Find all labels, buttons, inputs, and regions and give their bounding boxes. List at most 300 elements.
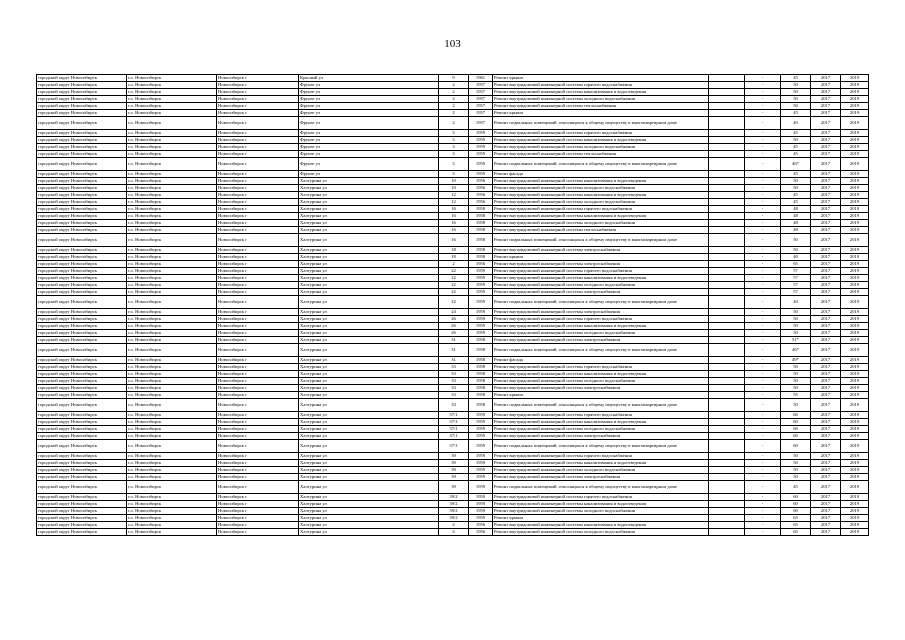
year-built-cell: 1959 bbox=[469, 508, 493, 515]
value-cell: 57 bbox=[781, 289, 811, 296]
street-cell: Халтурина ул bbox=[299, 330, 439, 337]
year-built-cell: 1958 bbox=[469, 247, 493, 254]
work-type-cell: Ремонт внутридомовой инженерной системы холодного водоснабжения bbox=[493, 199, 709, 206]
table-row bbox=[37, 378, 869, 385]
start-year-cell: 2017 bbox=[811, 529, 841, 536]
empty-cell bbox=[709, 158, 745, 171]
year-built-cell: 1959 bbox=[469, 460, 493, 467]
end-year-cell: 2019 bbox=[841, 522, 869, 529]
empty-cell bbox=[709, 323, 745, 330]
house-cell: 2 bbox=[439, 89, 469, 96]
go-cell: г.о. Новосибирск bbox=[127, 254, 217, 261]
city-cell: Новосибирск г bbox=[217, 89, 299, 96]
okrug-cell: городской округ Новосибирск bbox=[37, 75, 127, 82]
value-cell: 50 bbox=[781, 378, 811, 385]
dash-cell: - bbox=[745, 337, 781, 344]
work-type-cell: Ремонт внутридомовой инженерной системы электроснабжения bbox=[493, 474, 709, 481]
dash-cell: - bbox=[745, 316, 781, 323]
year-built-cell: 1959 bbox=[469, 330, 493, 337]
end-year-cell: 2019 bbox=[841, 103, 869, 110]
value-cell: 45 bbox=[781, 110, 811, 117]
table-row bbox=[37, 185, 869, 192]
street-cell: Фрунзе ул bbox=[299, 158, 439, 171]
street-cell: Халтурина ул bbox=[299, 385, 439, 392]
work-type-cell: Ремонт внутридомовой инженерной системы горячего водоснабжения bbox=[493, 364, 709, 371]
value-cell: 46* bbox=[781, 344, 811, 357]
city-cell: Новосибирск г bbox=[217, 110, 299, 117]
start-year-cell: 2017 bbox=[811, 75, 841, 82]
okrug-cell: городской округ Новосибирск bbox=[37, 385, 127, 392]
dash-cell: - bbox=[745, 192, 781, 199]
work-type-cell: Ремонт подвальных помещений, относящихся к общему имуществу в многоквартирном доме bbox=[493, 440, 709, 453]
empty-cell bbox=[709, 501, 745, 508]
value-cell: 50 bbox=[781, 178, 811, 185]
value-cell: 65 bbox=[781, 515, 811, 522]
street-cell: Фрунзе ул bbox=[299, 82, 439, 89]
okrug-cell: городской округ Новосибирск bbox=[37, 199, 127, 206]
start-year-cell: 2017 bbox=[811, 371, 841, 378]
value-cell: 50 bbox=[781, 234, 811, 247]
empty-cell bbox=[709, 151, 745, 158]
empty-cell bbox=[709, 227, 745, 234]
okrug-cell: городской округ Новосибирск bbox=[37, 357, 127, 364]
end-year-cell: 2019 bbox=[841, 357, 869, 364]
dash-cell: - bbox=[745, 137, 781, 144]
table-row bbox=[37, 474, 869, 481]
value-cell: 60 bbox=[781, 508, 811, 515]
city-cell: Новосибирск г bbox=[217, 213, 299, 220]
street-cell: Халтурина ул bbox=[299, 399, 439, 412]
okrug-cell: городской округ Новосибирск bbox=[37, 474, 127, 481]
city-cell: Новосибирск г bbox=[217, 344, 299, 357]
dash-cell: - bbox=[745, 357, 781, 364]
year-built-cell: 1958 bbox=[469, 206, 493, 213]
start-year-cell: 2017 bbox=[811, 357, 841, 364]
city-cell: Новосибирск г bbox=[217, 357, 299, 364]
start-year-cell: 2017 bbox=[811, 426, 841, 433]
work-type-cell: Ремонт внутридомовой инженерной системы горячего водоснабжения bbox=[493, 412, 709, 419]
dash-cell: - bbox=[745, 364, 781, 371]
go-cell: г.о. Новосибирск bbox=[127, 474, 217, 481]
year-built-cell: 1959 bbox=[469, 171, 493, 178]
table-row bbox=[37, 316, 869, 323]
start-year-cell: 2017 bbox=[811, 199, 841, 206]
dash-cell: - bbox=[745, 426, 781, 433]
work-type-cell: Ремонт внутридомовой инженерной системы теплоснабжения bbox=[493, 151, 709, 158]
work-type-cell: Ремонт внутридомовой инженерной системы холодного водоснабжения bbox=[493, 220, 709, 227]
work-type-cell: Ремонт подвальных помещений, относящихся к общему имуществу в многоквартирном доме bbox=[493, 296, 709, 309]
go-cell: г.о. Новосибирск bbox=[127, 529, 217, 536]
start-year-cell: 2017 bbox=[811, 82, 841, 89]
dash-cell: - bbox=[745, 289, 781, 296]
street-cell: Халтурина ул bbox=[299, 234, 439, 247]
year-built-cell: 1959 bbox=[469, 501, 493, 508]
dash-cell: - bbox=[745, 199, 781, 206]
city-cell: Новосибирск г bbox=[217, 453, 299, 460]
end-year-cell: 2019 bbox=[841, 261, 869, 268]
street-cell: Халтурина ул bbox=[299, 529, 439, 536]
house-cell: 16 bbox=[439, 206, 469, 213]
work-type-cell: Ремонт внутридомовой инженерной системы электроснабжения bbox=[493, 261, 709, 268]
value-cell: 50 bbox=[781, 323, 811, 330]
year-built-cell: 1956 bbox=[469, 522, 493, 529]
value-cell: 50 bbox=[781, 453, 811, 460]
year-built-cell: 1957 bbox=[469, 96, 493, 103]
house-cell: 33 bbox=[439, 378, 469, 385]
house-cell: 3 bbox=[439, 171, 469, 178]
street-cell: Фрунзе ул bbox=[299, 151, 439, 158]
house-cell: 3 bbox=[439, 158, 469, 171]
table-row bbox=[37, 110, 869, 117]
empty-cell bbox=[709, 316, 745, 323]
street-cell: Халтурина ул bbox=[299, 460, 439, 467]
start-year-cell: 2017 bbox=[811, 474, 841, 481]
okrug-cell: городской округ Новосибирск bbox=[37, 144, 127, 151]
street-cell: Халтурина ул bbox=[299, 185, 439, 192]
value-cell: 60 bbox=[781, 412, 811, 419]
city-cell: Новосибирск г bbox=[217, 151, 299, 158]
dash-cell: - bbox=[745, 234, 781, 247]
start-year-cell: 2017 bbox=[811, 289, 841, 296]
street-cell: Халтурина ул bbox=[299, 206, 439, 213]
dash-cell: - bbox=[745, 227, 781, 234]
house-cell: 39/2 bbox=[439, 501, 469, 508]
city-cell: Новосибирск г bbox=[217, 289, 299, 296]
okrug-cell: городской округ Новосибирск bbox=[37, 130, 127, 137]
street-cell: Фрунзе ул bbox=[299, 171, 439, 178]
house-cell: 24 bbox=[439, 309, 469, 316]
end-year-cell: 2019 bbox=[841, 474, 869, 481]
end-year-cell: 2019 bbox=[841, 247, 869, 254]
street-cell: Халтурина ул bbox=[299, 199, 439, 206]
start-year-cell: 2017 bbox=[811, 385, 841, 392]
table-row bbox=[37, 371, 869, 378]
go-cell: г.о. Новосибирск bbox=[127, 261, 217, 268]
table-row bbox=[37, 515, 869, 522]
end-year-cell: 2019 bbox=[841, 137, 869, 144]
city-cell: Новосибирск г bbox=[217, 316, 299, 323]
end-year-cell: 2019 bbox=[841, 460, 869, 467]
value-cell: 57 bbox=[781, 268, 811, 275]
dash-cell: - bbox=[745, 419, 781, 426]
start-year-cell: 2017 bbox=[811, 254, 841, 261]
work-type-cell: Ремонт внутридомовой инженерной системы электроснабжения bbox=[493, 385, 709, 392]
house-cell: 18 bbox=[439, 247, 469, 254]
value-cell: 40 bbox=[781, 254, 811, 261]
value-cell: 60 bbox=[781, 494, 811, 501]
house-cell: 39/2 bbox=[439, 515, 469, 522]
value-cell: 48 bbox=[781, 213, 811, 220]
start-year-cell: 2017 bbox=[811, 419, 841, 426]
house-cell: 39 bbox=[439, 453, 469, 460]
okrug-cell: городской округ Новосибирск bbox=[37, 316, 127, 323]
start-year-cell: 2017 bbox=[811, 137, 841, 144]
table-row bbox=[37, 364, 869, 371]
value-cell: 48 bbox=[781, 206, 811, 213]
work-type-cell: Ремонт подвальных помещений, относящихся к общему имуществу в многоквартирном доме bbox=[493, 117, 709, 130]
okrug-cell: городской округ Новосибирск bbox=[37, 309, 127, 316]
work-type-cell: Ремонт подвальных помещений, относящихся к общему имуществу в многоквартирном доме bbox=[493, 344, 709, 357]
go-cell: г.о. Новосибирск bbox=[127, 220, 217, 227]
city-cell: Новосибирск г bbox=[217, 206, 299, 213]
work-type-cell: Ремонт внутридомовой инженерной системы горячего водоснабжения bbox=[493, 453, 709, 460]
okrug-cell: городской округ Новосибирск bbox=[37, 330, 127, 337]
work-type-cell: Ремонт внутридомовой инженерной системы канализования и водоотведения bbox=[493, 522, 709, 529]
dash-cell: - bbox=[745, 344, 781, 357]
table-row bbox=[37, 323, 869, 330]
start-year-cell: 2017 bbox=[811, 522, 841, 529]
house-cell: 2 bbox=[439, 96, 469, 103]
start-year-cell: 2017 bbox=[811, 130, 841, 137]
work-type-cell: Ремонт внутридомовой инженерной системы канализования и водоотведения bbox=[493, 501, 709, 508]
street-cell: Халтурина ул bbox=[299, 178, 439, 185]
okrug-cell: городской округ Новосибирск bbox=[37, 460, 127, 467]
table-row bbox=[37, 220, 869, 227]
go-cell: г.о. Новосибирск bbox=[127, 151, 217, 158]
year-built-cell: 1958 bbox=[469, 399, 493, 412]
dash-cell: - bbox=[745, 371, 781, 378]
work-type-cell: Ремонт внутридомовой инженерной системы электроснабжения bbox=[493, 289, 709, 296]
house-cell: 33 bbox=[439, 364, 469, 371]
value-cell: 40 bbox=[781, 296, 811, 309]
end-year-cell: 2019 bbox=[841, 130, 869, 137]
start-year-cell: 2017 bbox=[811, 399, 841, 412]
table-row bbox=[37, 227, 869, 234]
work-type-cell: Ремонт внутридомовой инженерной системы канализования и водоотведения bbox=[493, 419, 709, 426]
year-built-cell: 1958 bbox=[469, 234, 493, 247]
street-cell: Халтурина ул bbox=[299, 316, 439, 323]
empty-cell bbox=[709, 529, 745, 536]
go-cell: г.о. Новосибирск bbox=[127, 399, 217, 412]
table-row bbox=[37, 419, 869, 426]
value-cell: 50 bbox=[781, 82, 811, 89]
city-cell: Новосибирск г bbox=[217, 508, 299, 515]
okrug-cell: городской округ Новосибирск bbox=[37, 296, 127, 309]
year-built-cell: 1959 bbox=[469, 316, 493, 323]
year-built-cell: 1957 bbox=[469, 103, 493, 110]
value-cell: 45 bbox=[781, 171, 811, 178]
street-cell: Халтурина ул bbox=[299, 296, 439, 309]
start-year-cell: 2017 bbox=[811, 515, 841, 522]
street-cell: Халтурина ул bbox=[299, 213, 439, 220]
start-year-cell: 2017 bbox=[811, 330, 841, 337]
start-year-cell: 2017 bbox=[811, 378, 841, 385]
work-type-cell: Ремонт внутридомовой инженерной системы электроснабжения bbox=[493, 433, 709, 440]
city-cell: Новосибирск г bbox=[217, 282, 299, 289]
end-year-cell: 2019 bbox=[841, 330, 869, 337]
year-built-cell: 1959 bbox=[469, 289, 493, 296]
work-type-cell: Ремонт внутридомовой инженерной системы холодного водоснабжения bbox=[493, 96, 709, 103]
value-cell: 50 bbox=[781, 185, 811, 192]
empty-cell bbox=[709, 206, 745, 213]
start-year-cell: 2017 bbox=[811, 213, 841, 220]
table-row bbox=[37, 89, 869, 96]
street-cell: Халтурина ул bbox=[299, 247, 439, 254]
city-cell: Новосибирск г bbox=[217, 178, 299, 185]
street-cell: Фрунзе ул bbox=[299, 130, 439, 137]
house-cell: 39 bbox=[439, 481, 469, 494]
year-built-cell: 1957 bbox=[469, 110, 493, 117]
year-built-cell: 1956 bbox=[469, 178, 493, 185]
go-cell: г.о. Новосибирск bbox=[127, 323, 217, 330]
start-year-cell: 2017 bbox=[811, 337, 841, 344]
go-cell: г.о. Новосибирск bbox=[127, 522, 217, 529]
value-cell: 50 bbox=[781, 399, 811, 412]
table-row bbox=[37, 158, 869, 171]
house-cell: 22 bbox=[439, 275, 469, 282]
city-cell: Новосибирск г bbox=[217, 467, 299, 474]
okrug-cell: городской округ Новосибирск bbox=[37, 440, 127, 453]
work-type-cell: Ремонт подвальных помещений, относящихся к общему имуществу в многоквартирном доме bbox=[493, 158, 709, 171]
end-year-cell: 2019 bbox=[841, 296, 869, 309]
value-cell: 50 bbox=[781, 247, 811, 254]
empty-cell bbox=[709, 494, 745, 501]
street-cell: Фрунзе ул bbox=[299, 117, 439, 130]
table-row bbox=[37, 234, 869, 247]
street-cell: Халтурина ул bbox=[299, 309, 439, 316]
end-year-cell: 2019 bbox=[841, 199, 869, 206]
table-row bbox=[37, 344, 869, 357]
street-cell: Халтурина ул bbox=[299, 474, 439, 481]
house-cell: 22 bbox=[439, 268, 469, 275]
year-built-cell: 1959 bbox=[469, 474, 493, 481]
city-cell: Новосибирск г bbox=[217, 460, 299, 467]
table-row bbox=[37, 481, 869, 494]
end-year-cell: 2019 bbox=[841, 171, 869, 178]
dash-cell: - bbox=[745, 474, 781, 481]
okrug-cell: городской округ Новосибирск bbox=[37, 529, 127, 536]
work-type-cell: Ремонт внутридомовой инженерной системы канализования и водоотведения bbox=[493, 460, 709, 467]
street-cell: Халтурина ул bbox=[299, 337, 439, 344]
city-cell: Новосибирск г bbox=[217, 337, 299, 344]
start-year-cell: 2017 bbox=[811, 96, 841, 103]
value-cell: 50 bbox=[781, 460, 811, 467]
year-built-cell: 1959 bbox=[469, 151, 493, 158]
value-cell: 48 bbox=[781, 220, 811, 227]
go-cell: г.о. Новосибирск bbox=[127, 199, 217, 206]
empty-cell bbox=[709, 75, 745, 82]
value-cell: 45 bbox=[781, 144, 811, 151]
city-cell: Новосибирск г bbox=[217, 227, 299, 234]
okrug-cell: городской округ Новосибирск bbox=[37, 522, 127, 529]
empty-cell bbox=[709, 137, 745, 144]
city-cell: Новосибирск г bbox=[217, 75, 299, 82]
end-year-cell: 2019 bbox=[841, 494, 869, 501]
start-year-cell: 2017 bbox=[811, 481, 841, 494]
table-row bbox=[37, 309, 869, 316]
end-year-cell: 2019 bbox=[841, 364, 869, 371]
street-cell: Халтурина ул bbox=[299, 412, 439, 419]
house-cell: 12 bbox=[439, 192, 469, 199]
house-cell: 4 bbox=[439, 522, 469, 529]
empty-cell bbox=[709, 275, 745, 282]
house-cell: 4 bbox=[439, 529, 469, 536]
year-built-cell: 1958 bbox=[469, 227, 493, 234]
go-cell: г.о. Новосибирск bbox=[127, 412, 217, 419]
end-year-cell: 2019 bbox=[841, 110, 869, 117]
work-type-cell: Ремонт внутридомовой инженерной системы холодного водоснабжения bbox=[493, 282, 709, 289]
empty-cell bbox=[709, 330, 745, 337]
year-built-cell: 1958 bbox=[469, 254, 493, 261]
year-built-cell: 1956 bbox=[469, 192, 493, 199]
dash-cell: - bbox=[745, 508, 781, 515]
street-cell: Фрунзе ул bbox=[299, 144, 439, 151]
value-cell: 40 bbox=[781, 117, 811, 130]
city-cell: Новосибирск г bbox=[217, 117, 299, 130]
year-built-cell: 1958 bbox=[469, 392, 493, 399]
city-cell: Новосибирск г bbox=[217, 392, 299, 399]
year-built-cell: 1956 bbox=[469, 185, 493, 192]
okrug-cell: городской округ Новосибирск bbox=[37, 481, 127, 494]
street-cell: Халтурина ул bbox=[299, 220, 439, 227]
start-year-cell: 2017 bbox=[811, 158, 841, 171]
empty-cell bbox=[709, 364, 745, 371]
value-cell: 50 bbox=[781, 385, 811, 392]
end-year-cell: 2019 bbox=[841, 282, 869, 289]
go-cell: г.о. Новосибирск bbox=[127, 433, 217, 440]
go-cell: г.о. Новосибирск bbox=[127, 82, 217, 89]
dash-cell: - bbox=[745, 282, 781, 289]
okrug-cell: городской округ Новосибирск bbox=[37, 282, 127, 289]
start-year-cell: 2017 bbox=[811, 309, 841, 316]
okrug-cell: городской округ Новосибирск bbox=[37, 185, 127, 192]
okrug-cell: городской округ Новосибирск bbox=[37, 433, 127, 440]
end-year-cell: 2019 bbox=[841, 453, 869, 460]
empty-cell bbox=[709, 515, 745, 522]
table-row bbox=[37, 330, 869, 337]
dash-cell: - bbox=[745, 392, 781, 399]
value-cell: 60 bbox=[781, 433, 811, 440]
end-year-cell: 2019 bbox=[841, 268, 869, 275]
work-type-cell: Ремонт внутридомовой инженерной системы электроснабжения bbox=[493, 309, 709, 316]
empty-cell bbox=[709, 254, 745, 261]
dash-cell: - bbox=[745, 481, 781, 494]
year-built-cell: 1959 bbox=[469, 453, 493, 460]
city-cell: Новосибирск г bbox=[217, 399, 299, 412]
dash-cell: - bbox=[745, 117, 781, 130]
go-cell: г.о. Новосибирск bbox=[127, 385, 217, 392]
house-cell: 16 bbox=[439, 213, 469, 220]
value-cell: 60 bbox=[781, 440, 811, 453]
table-row bbox=[37, 392, 869, 399]
start-year-cell: 2017 bbox=[811, 89, 841, 96]
go-cell: г.о. Новосибирск bbox=[127, 364, 217, 371]
go-cell: г.о. Новосибирск bbox=[127, 137, 217, 144]
street-cell: Фрунзе ул bbox=[299, 137, 439, 144]
street-cell: Красный ул bbox=[299, 75, 439, 82]
dash-cell: - bbox=[745, 467, 781, 474]
go-cell: г.о. Новосибирск bbox=[127, 247, 217, 254]
value-cell: 65 bbox=[781, 522, 811, 529]
start-year-cell: 2017 bbox=[811, 171, 841, 178]
value-cell: 50 bbox=[781, 371, 811, 378]
okrug-cell: городской округ Новосибирск bbox=[37, 254, 127, 261]
empty-cell bbox=[709, 337, 745, 344]
end-year-cell: 2019 bbox=[841, 433, 869, 440]
work-type-cell: Ремонт подвальных помещений, относящихся к общему имуществу в многоквартирном доме bbox=[493, 234, 709, 247]
city-cell: Новосибирск г bbox=[217, 199, 299, 206]
dash-cell: - bbox=[745, 254, 781, 261]
go-cell: г.о. Новосибирск bbox=[127, 460, 217, 467]
value-cell: 50 bbox=[781, 474, 811, 481]
work-type-cell: Ремонт внутридомовой инженерной системы холодного водоснабжения bbox=[493, 529, 709, 536]
city-cell: Новосибирск г bbox=[217, 440, 299, 453]
empty-cell bbox=[709, 268, 745, 275]
city-cell: Новосибирск г bbox=[217, 330, 299, 337]
work-type-cell: Ремонт крыши bbox=[493, 75, 709, 82]
year-built-cell: 1959 bbox=[469, 412, 493, 419]
go-cell: г.о. Новосибирск bbox=[127, 481, 217, 494]
